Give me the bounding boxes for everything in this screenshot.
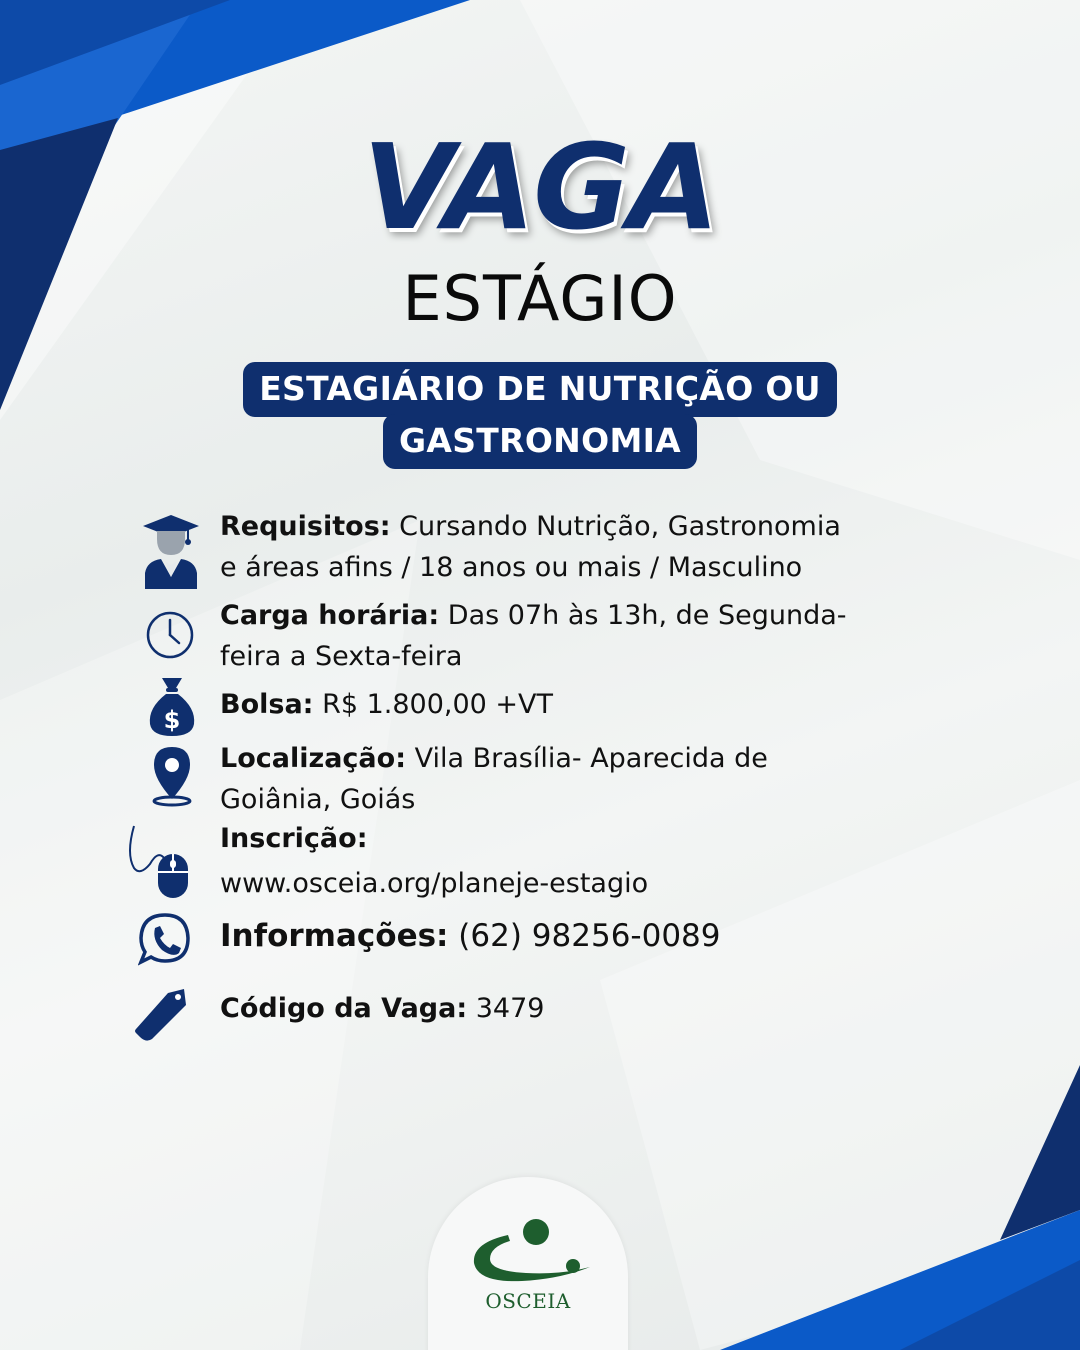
localizacao-text-1: Vila Brasília- Aparecida de <box>406 743 768 774</box>
carga-label: Carga horária: <box>220 600 440 631</box>
money-bag-icon <box>148 676 196 736</box>
whatsapp-icon <box>138 912 192 966</box>
bolsa-label: Bolsa: <box>220 689 314 720</box>
bolsa-value: R$ 1.800,00 +VT <box>313 689 553 720</box>
tag-icon <box>132 985 190 1043</box>
requisitos-label: Requisitos: <box>220 511 391 542</box>
mouse-icon <box>124 824 194 900</box>
requisitos-text-1: Cursando Nutrição, Gastronomia <box>390 511 841 542</box>
inscricao-link[interactable]: www.osceia.org/planeje-estagio <box>220 868 649 899</box>
location-pin-icon <box>150 745 194 807</box>
informacoes-label: Informações: <box>220 918 449 954</box>
inscricao-link-row <box>220 863 900 904</box>
logo-text: OSCEIA <box>485 1289 571 1313</box>
inscricao-info <box>220 818 900 859</box>
osceia-logo-icon <box>464 1217 594 1287</box>
codigo-info <box>220 988 900 1029</box>
svg-text:$: $ <box>163 706 181 734</box>
carga-text-2: feira a Sexta-feira <box>220 641 463 672</box>
requisitos-text-2: e áreas afins / 18 anos ou mais / Masculino <box>220 552 803 583</box>
page-subtitle: ESTÁGIO <box>402 262 678 335</box>
localizacao-info <box>220 738 900 820</box>
clock-icon <box>145 610 195 660</box>
carga-text-1: Das 07h às 13h, de Segunda- <box>439 600 847 631</box>
role-banner-line-2 <box>0 414 1080 469</box>
role-banner-line-1 <box>0 362 1080 417</box>
codigo-label: Código da Vaga: <box>220 993 468 1024</box>
page-title: VAGA <box>362 118 718 256</box>
graduate-icon <box>143 515 199 589</box>
role-text-2: GASTRONOMIA <box>383 414 697 469</box>
codigo-value: 3479 <box>467 993 545 1024</box>
informacoes-info <box>220 916 900 957</box>
role-text-1: ESTAGIÁRIO DE NUTRIÇÃO OU <box>243 362 837 417</box>
localizacao-text-2: Goiânia, Goiás <box>220 784 416 815</box>
carga-horaria-info <box>220 595 900 677</box>
inscricao-label: Inscrição: <box>220 823 368 854</box>
localizacao-label: Localização: <box>220 743 406 774</box>
informacoes-phone[interactable]: (62) 98256-0089 <box>448 918 721 954</box>
bolsa-info <box>220 684 900 725</box>
requisitos-info <box>220 506 900 588</box>
